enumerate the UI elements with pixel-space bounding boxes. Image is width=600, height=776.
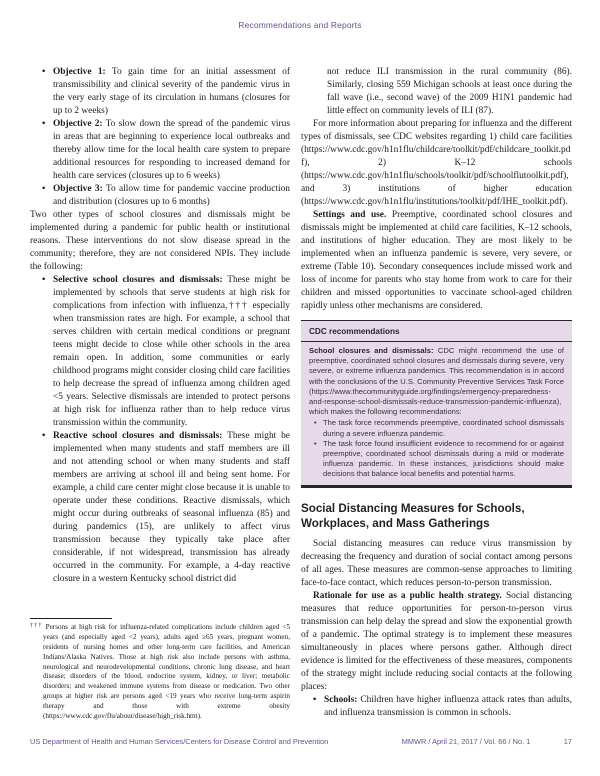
objective-2-text: To slow down the spread of the pandemic virus in areas that are beginning to experience local outbreaks and thereby allow time for the local health care system to prepare additional resources for responding to increased demand for health care services (closures up to 6 weeks) [53,119,290,181]
running-head: Recommendations and Reports [238,20,362,30]
schools-bullet-item [301,694,572,720]
rationale-paragraph [301,590,572,694]
closures-intro-paragraph: Two other types of school closures and dismissals might be implemented during a pandemic for public health or institutional reasons. These interventions do not slow disease spread in the community; therefore, they are not considered NPIs. They include the following: [30,210,290,272]
selective-closures-text: These might be implemented by schools that serve students at high risk for complications from infection with influenza,††† especially when transmission rates are high. For example, a school that serves children with certain medical conditions or pregnant teens might decide to close while other schools in the area remain open. In addition, some communities or early childhood programs might consider closing child care facilities to help decrease the spread of influenza among children aged <5 years. Selective dismissals are intended to protect persons at high risk for influenza rather than to help reduce virus transmission within the community. [53,275,290,428]
reactive-closures-text: These might be implemented when many students and staff members are ill and not attending school or when many students and staff members are arriving at school ill and being sent home. For example, a child care center might close because it is unable to operate under these conditions. Reactive dismissals, which might occur during outbreaks of seasonal influenza (85) and during pandemics (15), are unlikely to affect virus transmission because they typically take place after considerable, if not widespread, transmission has already occurred in the community. For example, a 4-day reactive closure in a western Kentucky school district did [53,431,290,584]
cdc-recommendations-body [301,342,572,485]
selective-closures-item [30,274,290,430]
task-force-list [309,418,564,479]
objective-3-lead: Objective 3: [53,184,103,194]
cdc-recommendations-title: CDC recommendations [301,321,572,342]
footer-department: US Department of Health and Human Services/Centers for Disease Control and Prevention [30,737,329,746]
cdc-websites-paragraph: For more information about preparing for influenza and the different types of dismissals, see CDC websites regarding 1) child care facilities (https://www.cdc.gov/h1n1flu/childcare/toolkit/pdf/childcare_toolkit.pdf), 2) K–12 schools (https://www.cdc.gov/h1n1flu/schools/toolkit/pdf/schoolflutoolkit.pdf), and 3) institutions of higher education (https://www.cdc.gov/h1n1flu/institutions/toolkit/pdf/IHE_toolkit.pdf). [301,119,572,207]
task-force-bullet-2: • The task force found insufficient evidence to recommend for or against preemptive, coordinated school dismissals during a mild or moderate influenza pandemic. In these instances, jurisdictions should make decisions that balance local benefits and potential harms. [309,439,564,480]
footnote-separator [30,618,112,619]
high-risk-footnote [30,622,290,722]
cdc-recommendations-box [301,320,572,488]
right-column [301,66,572,726]
footnote-block [30,618,290,726]
objective-item-2 [30,118,290,183]
left-column [30,66,290,726]
closure-types-list [30,274,290,586]
page-footer [30,737,572,746]
objective-3-text: To allow time for pandemic vaccine production and distribution (closures up to 6 months) [53,184,290,207]
cdc-box-text: CDC might recommend the use of preemptive, coordinated school closures and dismissals during severe, very severe, or extreme influenza pandemics. This recommendation is in accord with the conclusions of the U.S. Community Preventive Services Task Force (https://www.thecommunityguide.org/findings/emergency-preparedness-and-response-school-dismissals-reduce-transmission-pandemic-influenza), which makes the following recommendations: [309,346,564,417]
social-distancing-paragraph: Social distancing measures can reduce virus transmission by decreasing the frequency and duration of social contact among persons of all ages. These measures are common-sense approaches to limiting face-to-face contact, which reduces person-to-person transmission. [301,538,572,588]
objective-item-1 [30,66,290,118]
settings-and-use-lead: Settings and use. [313,210,387,220]
footnote-text: Persons at high risk for influenza-related complications include children aged <5 years (and especially aged <2 years), adults aged ≥65 years, pregnant women, residents of nursing homes and other long-term care facilities, and American Indians/Alaska Natives. Those at high risk also include persons with asthma, neurological and neurodevelopmental conditions, chronic lung disease, and heart disease; disorders of the blood, endocrine system, kidney, or liver; metabolic disorders; and weakened immune systems from disease or medication. Two other groups at higher risk are persons aged <19 years who receive long-term aspirin therapy and those with extreme obesity (https://www.cdc.gov/flu/about/disease/high_risk.htm). [43,622,291,721]
footer-journal-citation: MMWR / April 21, 2017 / Vol. 66 / No. 1 [401,737,531,746]
objectives-list [30,66,290,209]
reactive-closures-continuation: not reduce ILI transmission in the rural community (86). Similarly, closing 559 Michigan schools at least once during the fall wave (i.e., second wave) of the 2009 H1N1 pandemic had little effect on community levels of ILI (87). [327,67,572,116]
social-distancing-heading: Social Distancing Measures for Schools, Workplaces, and Mass Gatherings [301,501,525,530]
rationale-lead: Rationale for use as a public health strategy. [313,590,502,601]
task-force-bullet-1: • The task force recommends preemptive, coordinated school dismissals during a severe influenza pandemic. [309,418,564,438]
selective-closures-lead: Selective school closures and dismissals: [53,275,223,285]
footer-page-number: 17 [563,737,572,746]
rationale-text: Social distancing measures that reduce opportunities for person-to-person virus transmission can help delay the spread and slow the exponential growth of a pandemic. The optimal strategy is to implement these measures simultaneously in places where persons gather. Although direct evidence is limited for the effectiveness of these measures, components of the strategy might include reducing social contacts at the following places: [301,590,572,692]
places-list [301,694,572,720]
settings-and-use-text: Preemptive, coordinated school closures and dismissals might be implemented at child care facilities, K–12 schools, and institutions of higher education. They are most likely to be implemented when an influenza pandemic is severe, very severe, or extreme (Table 10). Secondary consequences include missed work and loss of income for parents who stay home from work to care for their children and missed opportunities to vaccinate school-aged children rapidly unless other mechanisms are considered. [301,210,573,311]
objective-2-lead: Objective 2: [53,119,103,129]
objective-1-text: To gain time for an initial assessment of transmissibility and clinical severity of the pandemic virus in the very early stage of its circulation in humans (closures for up to 2 weeks) [53,67,290,116]
settings-and-use-paragraph [301,209,572,313]
cdc-box-paragraph [309,346,564,417]
schools-bullet-lead: Schools: [324,694,358,705]
two-column-layout [30,66,572,726]
objective-1-lead: Objective 1: [53,67,106,77]
reactive-closures-item [30,430,290,586]
cdc-box-lead: School closures and dismissals: [309,346,434,355]
footnote-marker: ††† [30,622,43,629]
objective-item-3 [30,183,290,209]
schools-bullet-text: Children have higher influenza attack rates than adults, and influenza transmission is common in schools. [324,694,572,718]
reactive-closures-lead: Reactive school closures and dismissals: [53,431,223,441]
